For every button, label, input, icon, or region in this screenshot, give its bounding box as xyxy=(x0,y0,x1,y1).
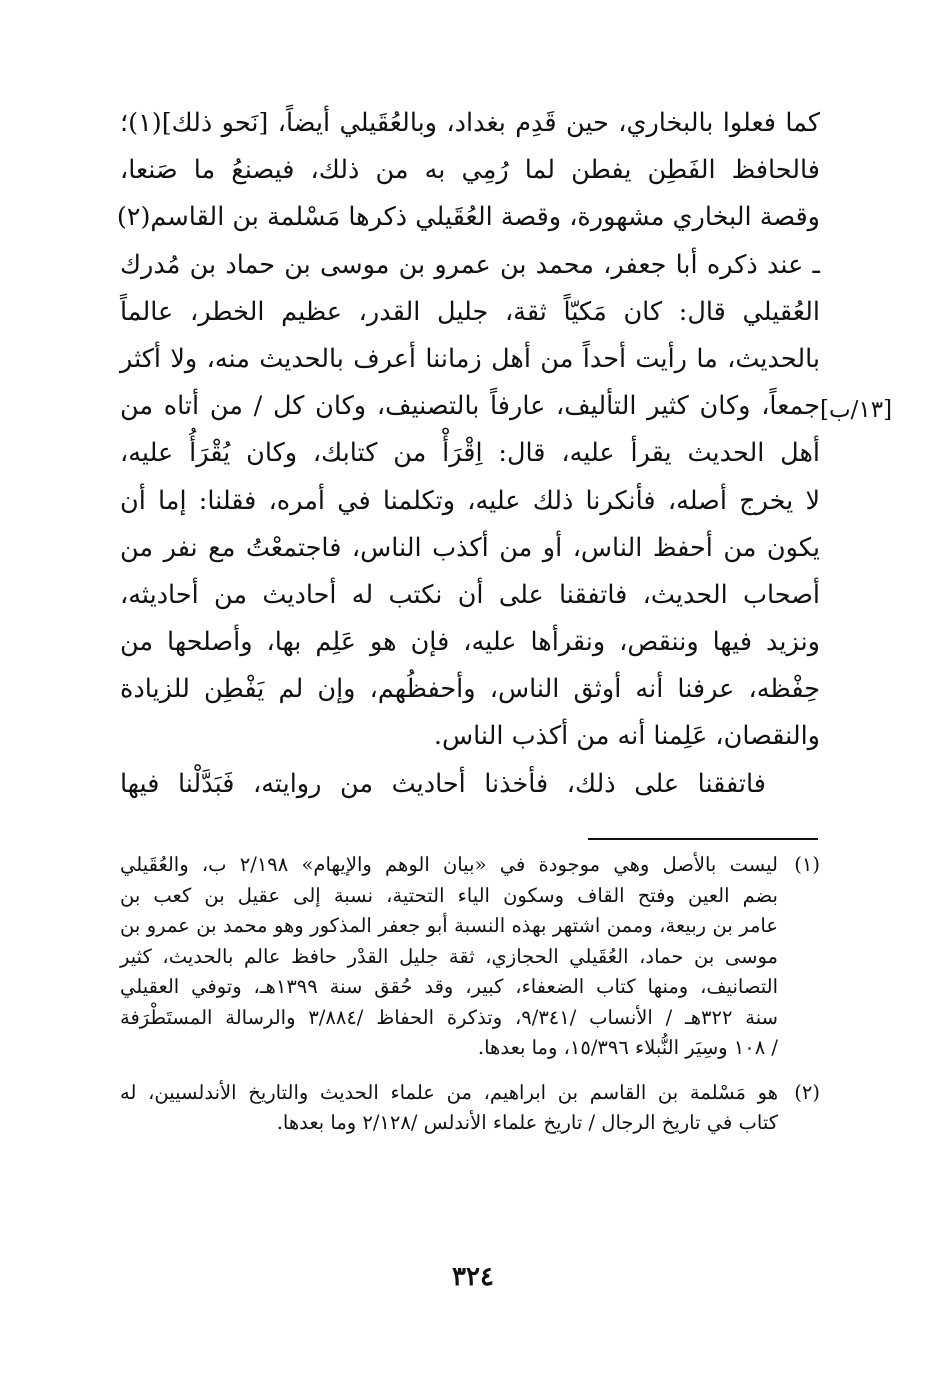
footnote-line: ليست بالأصل وهي موجودة في «بيان الوهم والإيهام» ٢/١٩٨ ب، والعُقَيلي xyxy=(120,853,778,876)
text-line: ونزيد فيها وننقص، ونقرأها عليه، فإن هو عَلِم بها، وأصلحها من xyxy=(120,627,820,658)
text-line: جمعاً، وكان كثير التأليف، عارفاً بالتصنيف، وكان كل / من أتاه من xyxy=(120,391,820,422)
footnote-2 xyxy=(120,1078,820,1139)
footnote-line: كتاب في تاريخ الرجال / تاريخ علماء الأندلس /٢/١٢٨ وما بعدها. xyxy=(276,1111,778,1134)
text-line-new-paragraph: فاتفقنا على ذلك، فأخذنا أحاديث من روايته، فَبَدَّلْنا فيها xyxy=(120,768,766,799)
text-line: كما فعلوا بالبخاري، حين قَدِم بغداد، وبالعُقَيلي أيضاً، [نَحو ذلك](١)؛ xyxy=(120,108,820,138)
footnote-divider xyxy=(588,838,818,840)
footnote-1 xyxy=(120,850,820,1064)
text-line: أهل الحديث يقرأ عليه، قال: اِقْرَأْ من كتابك، وكان يُقْرَأُ عليه، xyxy=(120,438,820,469)
text-line: العُقيلي قال: كان مَكيّاً ثقة، جليل القدر، عظيم الخطر، عالماً xyxy=(120,296,820,327)
footnote-line: / ١٠٨ وسِيَر النُّبلاء ١٥/٣٩٦، وما بعدها. xyxy=(477,1036,778,1059)
text-line: يكون من أحفظ الناس، أو من أكذب الناس، فاجتمعْتُ مع نفر من xyxy=(120,532,820,563)
text-line: أصحاب الحديث، فاتفقنا على أن نكتب له أحاديث من أحاديثه، xyxy=(120,579,820,610)
text-line: ـ عند ذكره أبا جعفر، محمد بن عمرو بن موسى بن حماد بن مُدرك xyxy=(120,249,820,280)
manuscript-folio-reference: [١٣/ب] xyxy=(820,397,893,423)
text-line: حِفْظه، عرفنا أنه أوثق الناس، وأحفظُهم، وإن لم يَفْطِن للزيادة xyxy=(120,674,820,705)
text-line: لا يخرج أصله، فأنكرنا ذلك عليه، وتكلمنا في أمره، فقلنا: إما أن xyxy=(120,485,820,516)
footnote-number: (٢) xyxy=(794,1080,820,1104)
footnote-line: عامر بن ربيعة، وممن اشتهر بهذه النسبة أبو جعفر المذكور وهو محمد بن عمرو بن xyxy=(120,914,778,937)
footnote-line: سنة ٣٢٢هـ / الأنساب /٩/٣٤١، وتذكرة الحفاظ /٣/٨٨٤ والرسالة المستَطْرَفة xyxy=(120,1005,778,1029)
footnote-line: موسى بن حماد، العُقَيلي الحجازي، ثقة جليل القدْر حافظ عالم بالحديث، كثير xyxy=(120,944,778,968)
footnote-number: (١) xyxy=(794,853,820,876)
text-line: والنقصان، عَلِمنا أنه من أكذب الناس. xyxy=(433,721,820,752)
main-text xyxy=(116,100,820,808)
page-number: ٣٢٤ xyxy=(452,1262,494,1292)
text-line: وقصة البخاري مشهورة، وقصة العُقَيلي ذكرها مَسْلمة بن القاسم(٢) xyxy=(116,202,820,233)
footnotes xyxy=(120,850,820,1139)
text-line: فالحافظ الفَطِن يفطن لما رُمِي به من ذلك، فيصنعُ ما صَنعا، xyxy=(120,155,820,186)
text-line: بالحديث، ما رأيت أحداً من أهل زماننا أعرف بالحديث منه، ولا أكثر xyxy=(120,343,820,374)
footnote-line: بضم العين وفتح القاف وسكون الياء التحتية، نسبة إلى عقيل بن كعب بن xyxy=(120,883,778,907)
footnote-line: هو مَسْلمة بن القاسم بن ابراهيم، من علماء الحديث والتاريخ الأندلسيين، له xyxy=(120,1080,778,1104)
footnote-line: التصانيف، ومنها كتاب الضعفاء، كبير، وقد حُقق سنة ١٣٩٩هـ، وتوفي العقيلي xyxy=(120,975,778,998)
